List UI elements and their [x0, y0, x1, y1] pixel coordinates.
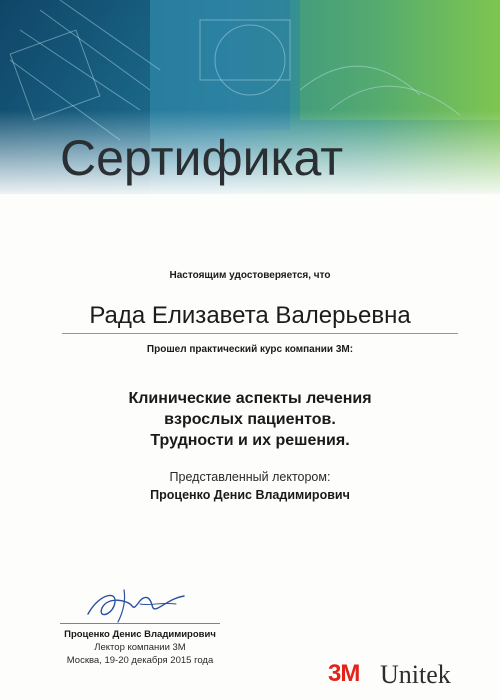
course-title-line: Клинические аспекты лечения — [128, 390, 372, 407]
signature-block — [30, 628, 250, 667]
logo-3m-mark: 3M — [328, 660, 360, 687]
signature-line — [60, 623, 220, 624]
course-title — [0, 388, 500, 451]
signatory-role: Лектор компании 3М — [94, 642, 186, 653]
lecturer-name: Проценко Денис Владимирович — [150, 488, 350, 502]
name-underline — [62, 333, 458, 334]
course-title-line: взрослых пациентов. — [164, 411, 336, 428]
handwritten-signature — [80, 584, 190, 624]
intro-text: Настоящим удостоверяется, что — [169, 270, 331, 281]
recipient-name: Рада Елизавета Валерьевна — [89, 302, 411, 329]
lecturer-label: Представленный лектором: — [169, 470, 331, 484]
signatory-name: Проценко Денис Владимирович — [64, 629, 216, 640]
certificate-title: Сертификат — [60, 130, 344, 186]
logo-brand-name: Unitek — [380, 660, 451, 689]
course-intro-text: Прошел практический курс компании 3М: — [146, 344, 354, 355]
course-title-line: Трудности и их решения. — [150, 432, 350, 449]
company-logo — [328, 660, 488, 690]
place-date: Москва, 19-20 декабря 2015 года — [66, 655, 214, 666]
